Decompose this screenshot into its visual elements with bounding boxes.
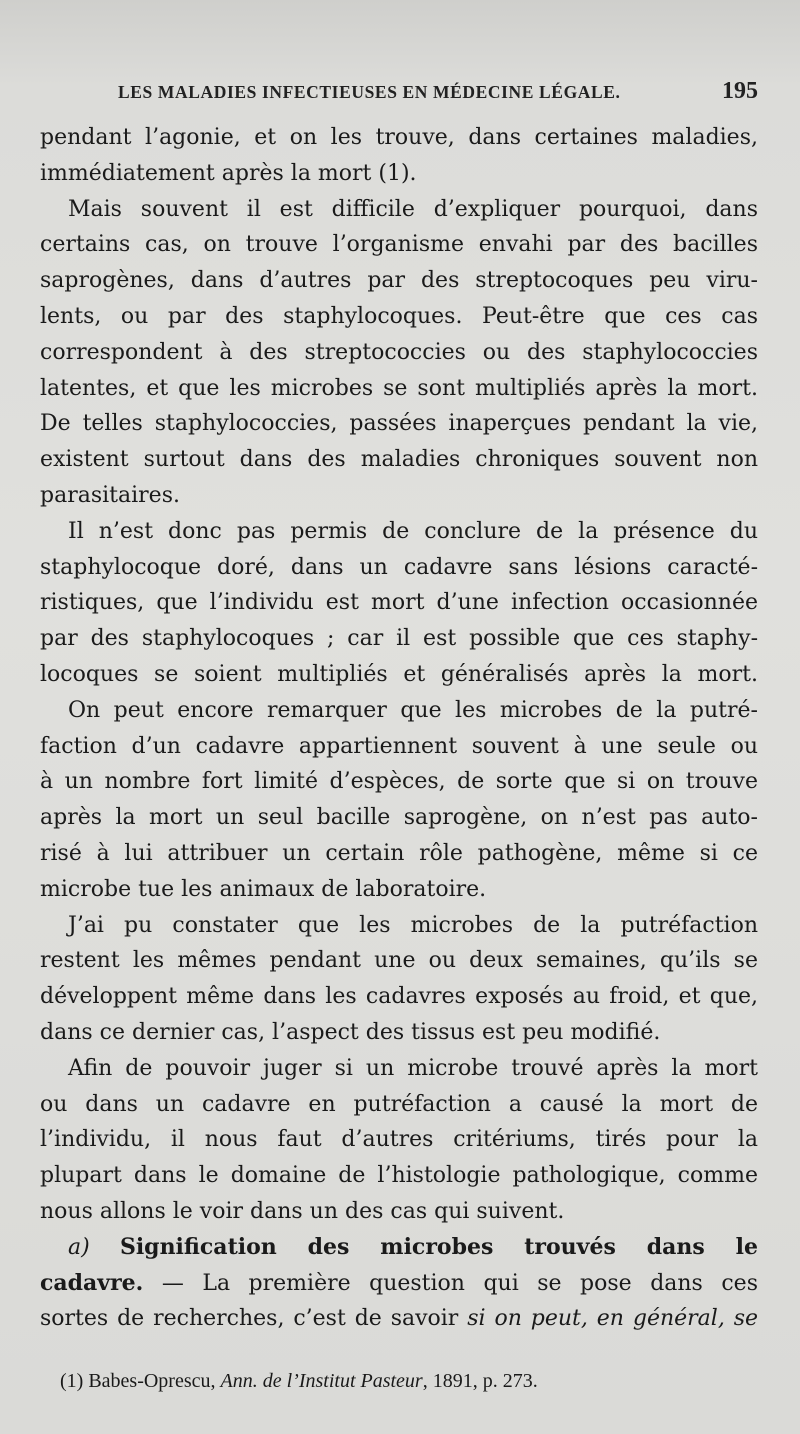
text-line: pendant l’agonie, et on les trouve, dans certaines maladies, (40, 125, 758, 150)
footnote-rest: , 1891, p. 273. (422, 1370, 538, 1392)
section-heading-line-2 (40, 1266, 758, 1302)
text-line: latentes, et que les microbes se sont multipliés après la mort. (40, 375, 758, 401)
text-line: existent surtout dans des maladies chroniques souvent non (40, 447, 758, 473)
page-number: 195 (722, 78, 758, 104)
section-text-start: sortes de recherches, c’est de savoir (40, 1306, 459, 1332)
section-text: La première question qui se pose dans ces (202, 1270, 758, 1296)
page-header (118, 78, 758, 108)
text-line: Afin de pouvoir juger si un microbe trouvé après la mort (68, 1055, 758, 1081)
footnote-marker: (1) (60, 1370, 84, 1392)
text-line: ou dans un cadavre en putréfaction a causé la mort de (40, 1091, 758, 1117)
text-line: correspondent à des streptococcies ou des staphylococcies (40, 339, 758, 365)
section-heading-cont: cadavre. (40, 1269, 144, 1296)
text-line: saprogènes, dans d’autres par des streptocoques peu viru- (40, 268, 758, 294)
text-line: dans ce dernier cas, l’aspect des tissus est peu modifié. (40, 1019, 661, 1045)
text-line: l’individu, il nous faut d’autres critériums, tirés pour la (40, 1127, 758, 1153)
text-line: staphylocoque doré, dans un cadavre sans lésions caracté- (40, 554, 758, 580)
section-text-italic: si on peut, en général, se (467, 1306, 758, 1332)
text-line: à un nombre fort limité d’espèces, de sorte que si on trouve (40, 769, 758, 795)
section-heading-line (40, 1230, 758, 1266)
text-line: ristiques, que l’individu est mort d’une infection occasionnée (40, 590, 758, 616)
text-line: après la mort un seul bacille saprogène, on n’est pas auto- (40, 805, 758, 831)
text-line: microbe tue les animaux de laboratoire. (40, 876, 487, 902)
text-line: nous allons le voir dans un des cas qui suivent. (40, 1198, 565, 1224)
text-line: parasitaires. (40, 482, 180, 508)
section-label: a) (68, 1234, 90, 1260)
text-line: Mais souvent il est difficile d’expliquer pourquoi, dans (68, 196, 758, 222)
text-line: certains cas, on trouve l’organisme envahi par des bacilles (40, 232, 758, 258)
body-text (40, 120, 758, 1337)
section-text-line (40, 1301, 758, 1337)
text-line: Il n’est donc pas permis de conclure de la présence du (68, 518, 758, 544)
footnote (60, 1370, 760, 1393)
running-title: LES MALADIES INFECTIEUSES EN MÉDECINE LÉGALE. (118, 82, 621, 102)
text-line: lents, ou par des staphylocoques. Peut-être que ces cas (40, 303, 758, 329)
text-line: On peut encore remarquer que les microbes de la putré- (68, 697, 758, 723)
text-line: risé à lui attribuer un certain rôle pathogène, même si ce (40, 840, 758, 866)
text-line: plupart dans le domaine de l’histologie pathologique, comme (40, 1163, 758, 1189)
text-line: restent les mêmes pendant une ou deux semaines, qu’ils se (40, 948, 758, 974)
footnote-author: Babes-Oprescu, (88, 1370, 216, 1392)
text-line: faction d’un cadavre appartiennent souvent à une seule ou (40, 733, 758, 759)
text-line: J’ai pu constater que les microbes de la putréfaction (68, 912, 758, 938)
text-line: locoques se soient multipliés et généralisés après la mort. (40, 661, 758, 687)
em-dash: — (161, 1270, 184, 1296)
section-heading: Signification des microbes trouvés dans le (119, 1233, 758, 1260)
text-line: immédiatement après la mort (1). (40, 160, 417, 186)
text-line: De telles staphylococcies, passées inaperçues pendant la vie, (40, 411, 758, 437)
text-line: par des staphylocoques ; car il est possible que ces staphy- (40, 626, 758, 652)
footnote-journal: Ann. de l’Institut Pasteur (220, 1370, 423, 1392)
text-line: développent même dans les cadavres exposés au froid, et que, (40, 984, 758, 1010)
